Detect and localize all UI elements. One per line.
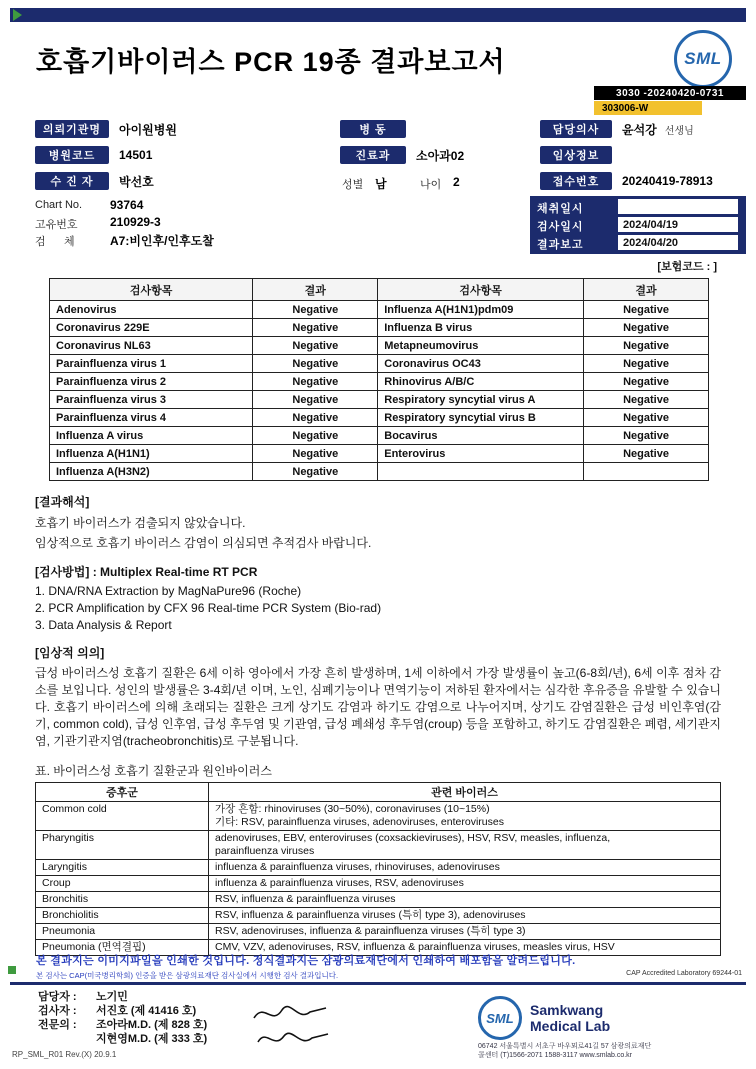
significance-heading: [임상적 의의] bbox=[35, 646, 105, 660]
test-item-name: Enterovirus bbox=[378, 445, 584, 463]
result-value: Negative bbox=[253, 391, 378, 409]
staff-name: 서진호 (제 41416 호) bbox=[96, 1005, 197, 1017]
sml-logo-icon bbox=[674, 30, 732, 88]
related-viruses: RSV, influenza & parainfluenza viruses (특히 type 3), adenoviruses bbox=[209, 908, 721, 924]
uid-label: 고유번호 bbox=[35, 219, 78, 231]
address-line: 콜센터 (T)1566-2071 1588-3117 www.smlab.co.kr bbox=[478, 1052, 633, 1059]
result-value: Negative bbox=[253, 427, 378, 445]
clinical-info-value bbox=[616, 146, 746, 164]
syndrome-header: 관련 바이러스 bbox=[209, 783, 721, 802]
syndrome-name: Pneumonia (면역결핍) bbox=[36, 940, 209, 956]
interpretation-line: 임상적으로 호흡기 바이러스 감염이 의심되면 추적검사 바랍니다. bbox=[35, 536, 372, 550]
result-row bbox=[50, 427, 709, 445]
collect-date-label: 채취일시 bbox=[537, 203, 584, 215]
result-value: Negative bbox=[253, 463, 378, 481]
result-value: Negative bbox=[584, 355, 709, 373]
result-value: Negative bbox=[584, 319, 709, 337]
uid-value: 210929-3 bbox=[110, 215, 161, 229]
result-value: Negative bbox=[253, 301, 378, 319]
result-value: Negative bbox=[584, 445, 709, 463]
test-item-name: Coronavirus 229E bbox=[50, 319, 253, 337]
doctor-label: 담당의사 bbox=[540, 120, 612, 138]
related-viruses: CMV, VZV, adenoviruses, RSV, influenza & parainfluenza viruses, measles virus, HSV bbox=[209, 940, 721, 956]
result-value: Negative bbox=[253, 445, 378, 463]
ward-value bbox=[410, 120, 505, 138]
result-row bbox=[50, 337, 709, 355]
test-item-name: Parainfluenza virus 1 bbox=[50, 355, 253, 373]
staff-name: 조아라M.D. (제 828 호) bbox=[96, 1019, 208, 1031]
result-value: Negative bbox=[584, 301, 709, 319]
test-item-name bbox=[378, 463, 584, 481]
results-table bbox=[49, 278, 709, 481]
age-value: 2 bbox=[453, 175, 460, 189]
test-item-name: Rhinovirus A/B/C bbox=[378, 373, 584, 391]
insurance-code-note: [보험코드 : ] bbox=[657, 261, 717, 273]
test-date-value: 2024/04/19 bbox=[618, 217, 738, 232]
syndrome-row bbox=[36, 908, 721, 924]
date-block bbox=[530, 196, 746, 254]
test-item-name: Respiratory syncytial virus A bbox=[378, 391, 584, 409]
results-header: 결과 bbox=[253, 279, 378, 301]
syndrome-row bbox=[36, 802, 721, 831]
ward-label: 병 동 bbox=[340, 120, 406, 138]
hospital-code-label: 병원코드 bbox=[35, 146, 109, 164]
chart-no-value: 93764 bbox=[110, 198, 144, 212]
staff-name: 노기민 bbox=[96, 991, 128, 1003]
result-row bbox=[50, 463, 709, 481]
footer-small-note: 본 검사는 CAP(미국병리학회) 인증을 받은 삼광의료재단 검사실에서 시행한 검사 결과입니다. bbox=[36, 971, 339, 980]
staff-role: 전문의 : bbox=[38, 1019, 77, 1031]
patient-name-label: 수 진 자 bbox=[35, 172, 109, 190]
company-name-line: Medical Lab bbox=[530, 1018, 611, 1034]
result-value: Negative bbox=[584, 337, 709, 355]
result-value: Negative bbox=[253, 373, 378, 391]
test-item-name: Parainfluenza virus 3 bbox=[50, 391, 253, 409]
results-header: 검사항목 bbox=[378, 279, 584, 301]
significance-text: 급성 바이러스성 호흡기 질환은 6세 이하 영아에서 가장 흔히 발생하며, 1세 이하에서 가장 발생률이 높고(6-8회/년), 6세 이후 점차 감소를 보입니다. 성인의 발생률은 3-4회/년 이며, 노인, 심폐기능이나 면역기능이 저하된 환자에서는 심각한 후유증을 유발할 수 있습니다. 호흡기 바이러스에 의해 초래되는 질환은 크게 상기도 감염과 하기도 감염으로 나누어지며, 상기도 감염질환은 급성 비인후염(감기, common cold), 급성 인후염, 급성 후두염 및 기관염, 급성 폐쇄성 후두염(croup) 등을 포함하고, 하기도 감염질환은 폐렴, 세기관지염, 기관기관지염(tracheobronchitis)로 구분됩니다. bbox=[35, 666, 721, 748]
footer-sml-logo bbox=[478, 996, 610, 1040]
collect-date-value bbox=[618, 199, 738, 214]
footer-notice: 본 결과지는 이미지파일을 인쇄한 것입니다. 정식결과지는 삼광의료재단에서 인쇄하여 배포함을 알려드립니다. bbox=[36, 955, 576, 967]
syndrome-name: Pharyngitis bbox=[36, 831, 209, 860]
method-line: 2. PCR Amplification by CFX 96 Real-time PCR System (Bio-rad) bbox=[35, 601, 382, 615]
related-viruses: 가장 흔함: rhinoviruses (30~50%), coronaviruses (10~15%) 기타: RSV, parainfluenza viruses, adenoviruses, enteroviruses bbox=[209, 802, 721, 831]
report-date-value: 2024/04/20 bbox=[618, 235, 738, 250]
org-value: 아이원병원 bbox=[113, 120, 318, 138]
syndrome-name: Bronchiolitis bbox=[36, 908, 209, 924]
syndrome-table bbox=[35, 782, 721, 956]
test-item-name: Influenza A(H1N1) bbox=[50, 445, 253, 463]
test-item-name: Metapneumovirus bbox=[378, 337, 584, 355]
doctor-name: 윤석강 bbox=[622, 122, 657, 137]
related-viruses: adenoviruses, EBV, enteroviruses (coxsackieviruses), HSV, RSV, measles, influenza, parainfluenza viruses bbox=[209, 831, 721, 860]
test-item-name: Adenovirus bbox=[50, 301, 253, 319]
footer-rule bbox=[10, 982, 746, 985]
staff-role: 검사자 : bbox=[38, 1005, 77, 1017]
staff-block bbox=[38, 990, 207, 1046]
results-header: 결과 bbox=[584, 279, 709, 301]
result-value: Negative bbox=[584, 373, 709, 391]
syndrome-name: Croup bbox=[36, 876, 209, 892]
result-row bbox=[50, 301, 709, 319]
result-value: Negative bbox=[584, 427, 709, 445]
syndrome-name: Laryngitis bbox=[36, 860, 209, 876]
chart-no-label: Chart No. bbox=[35, 199, 83, 211]
test-item-name: Bocavirus bbox=[378, 427, 584, 445]
document-code: RP_SML_R01 Rev.(X) 20.9.1 bbox=[12, 1050, 117, 1059]
syndrome-name: Common cold bbox=[36, 802, 209, 831]
syndrome-table-caption: 표. 바이러스성 호흡기 질환군과 원인바이러스 bbox=[35, 764, 272, 778]
company-name bbox=[530, 1002, 610, 1034]
method-heading: [검사방법] : Multiplex Real-time RT PCR bbox=[35, 565, 258, 579]
receipt-no-label: 접수번호 bbox=[540, 172, 612, 190]
test-item-name: Coronavirus NL63 bbox=[50, 337, 253, 355]
test-date-label: 검사일시 bbox=[537, 221, 584, 233]
doctor-suffix: 선생님 bbox=[664, 125, 694, 137]
sml-logo-text: SML bbox=[684, 49, 722, 68]
syndrome-name: Bronchitis bbox=[36, 892, 209, 908]
top-navy-bar bbox=[10, 8, 746, 22]
staff-row bbox=[38, 990, 207, 1004]
result-value: Negative bbox=[584, 409, 709, 427]
related-viruses: influenza & parainfluenza viruses, RSV, adenoviruses bbox=[209, 876, 721, 892]
result-row bbox=[50, 445, 709, 463]
sex-label: 성별 bbox=[342, 179, 364, 191]
sml-logo-text: SML bbox=[486, 1010, 514, 1026]
company-address bbox=[478, 1042, 651, 1060]
receipt-no-value: 20240419-78913 bbox=[616, 172, 746, 190]
result-row bbox=[50, 373, 709, 391]
results-header: 검사항목 bbox=[50, 279, 253, 301]
dept-value: 소아과02 bbox=[410, 146, 505, 164]
company-name-line: Samkwang bbox=[530, 1002, 604, 1018]
staff-row bbox=[38, 1004, 207, 1018]
results-header-row bbox=[50, 279, 709, 301]
result-value bbox=[584, 463, 709, 481]
scan-mark-icon bbox=[13, 9, 22, 21]
syndrome-row bbox=[36, 831, 721, 860]
specimen-code-badge: 303006-W bbox=[594, 101, 702, 115]
method-line: 3. Data Analysis & Report bbox=[35, 618, 172, 632]
related-viruses: RSV, adenoviruses, influenza & parainfluenza viruses (특히 type 3) bbox=[209, 924, 721, 940]
result-value: Negative bbox=[253, 409, 378, 427]
test-item-name: Parainfluenza virus 4 bbox=[50, 409, 253, 427]
test-item-name: Influenza A(H3N2) bbox=[50, 463, 253, 481]
interpretation-line: 호흡기 바이러스가 검출되지 않았습니다. bbox=[35, 516, 246, 530]
result-value: Negative bbox=[584, 391, 709, 409]
page-title: 호흡기바이러스 PCR 19종 결과보고서 bbox=[36, 47, 506, 77]
staff-name: 지현영M.D. (제 333 호) bbox=[96, 1033, 208, 1045]
org-label: 의뢰기관명 bbox=[35, 120, 109, 138]
barcode-number: 3030 -20240420-0731 bbox=[594, 86, 746, 100]
result-row bbox=[50, 319, 709, 337]
syndrome-header-row bbox=[36, 783, 721, 802]
syndrome-header: 증후군 bbox=[36, 783, 209, 802]
test-item-name: Coronavirus OC43 bbox=[378, 355, 584, 373]
patient-name-value: 박선호 bbox=[113, 172, 318, 190]
syndrome-row bbox=[36, 892, 721, 908]
syndrome-row bbox=[36, 876, 721, 892]
report-date-label: 결과보고 bbox=[537, 239, 584, 251]
sml-logo-icon bbox=[478, 996, 522, 1040]
result-value: Negative bbox=[253, 355, 378, 373]
syndrome-row bbox=[36, 860, 721, 876]
scan-mark-icon bbox=[8, 966, 16, 974]
signature-icon bbox=[248, 1000, 338, 1055]
test-item-name: Respiratory syncytial virus B bbox=[378, 409, 584, 427]
method-line: 1. DNA/RNA Extraction by MagNaPure96 (Roche) bbox=[35, 584, 302, 598]
address-line: 06742 서울특별시 서초구 바우뫼로41길 57 삼광의료재단 bbox=[478, 1043, 652, 1050]
test-item-name: Influenza A(H1N1)pdm09 bbox=[378, 301, 584, 319]
clinical-info-label: 임상정보 bbox=[540, 146, 612, 164]
staff-row bbox=[38, 1018, 207, 1032]
result-row bbox=[50, 391, 709, 409]
age-label: 나이 bbox=[420, 179, 442, 191]
test-item-name: Parainfluenza virus 2 bbox=[50, 373, 253, 391]
result-value: Negative bbox=[253, 319, 378, 337]
dept-label: 진료과 bbox=[340, 146, 406, 164]
result-row bbox=[50, 355, 709, 373]
syndrome-name: Pneumonia bbox=[36, 924, 209, 940]
doctor-value bbox=[616, 120, 746, 138]
staff-row bbox=[38, 1032, 207, 1046]
cap-accreditation-note: CAP Accredited Laboratory 69244-01 bbox=[626, 970, 742, 977]
test-item-name: Influenza A virus bbox=[50, 427, 253, 445]
hospital-code-value: 14501 bbox=[113, 146, 318, 164]
specimen-label: 검 체 bbox=[35, 236, 75, 248]
sex-value: 남 bbox=[375, 177, 387, 191]
syndrome-row bbox=[36, 924, 721, 940]
interpretation-heading: [결과해석] bbox=[35, 495, 90, 509]
staff-role: 담당자 : bbox=[38, 991, 77, 1003]
report-content bbox=[35, 258, 721, 956]
result-value: Negative bbox=[253, 337, 378, 355]
test-item-name: Influenza B virus bbox=[378, 319, 584, 337]
related-viruses: RSV, influenza & parainfluenza viruses bbox=[209, 892, 721, 908]
result-row bbox=[50, 409, 709, 427]
related-viruses: influenza & parainfluenza viruses, rhinoviruses, adenoviruses bbox=[209, 860, 721, 876]
specimen-value: A7:비인후/인후도찰 bbox=[110, 234, 214, 248]
